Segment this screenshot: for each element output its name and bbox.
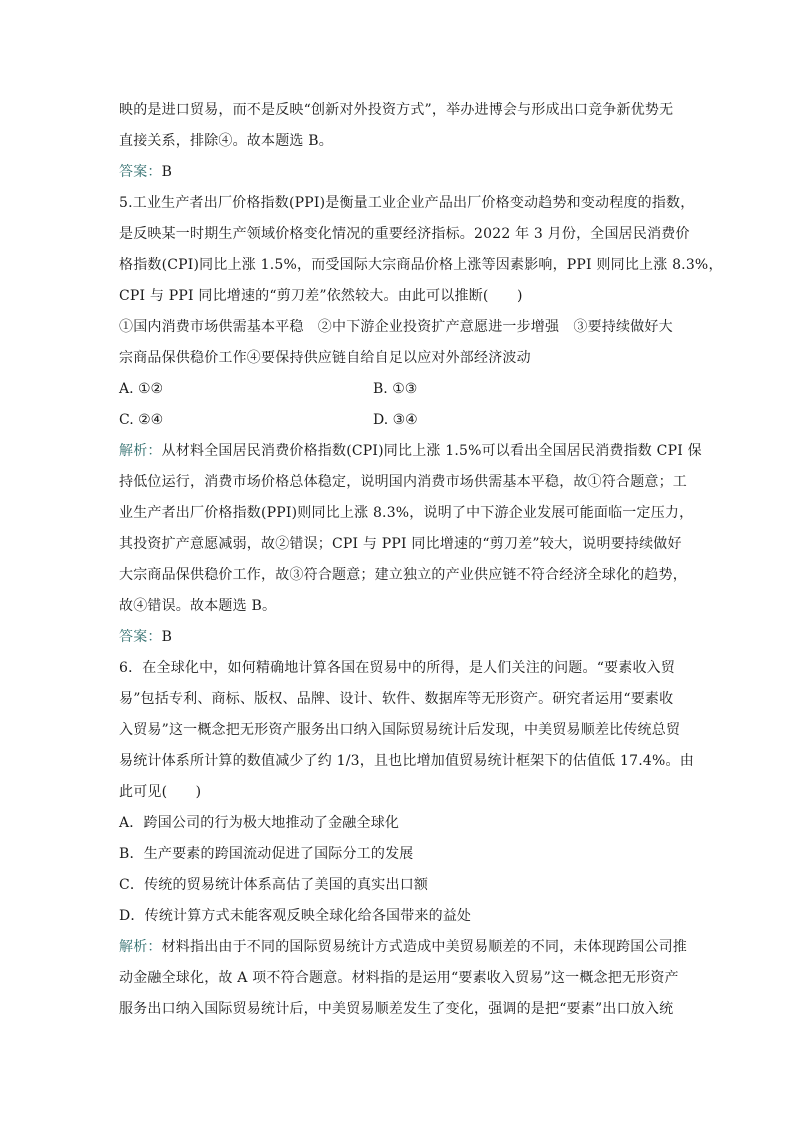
q5-answer (119, 622, 679, 653)
text-line: 服务出口纳入国际贸易统计后，中美贸易顺差发生了变化，强调的是把“要素”出口放入统 (119, 1001, 674, 1017)
text-line: 5.工业生产者出厂价格指数(PPI)是衡量工业企业产品出厂价格变动趋势和变动程度的指数， (119, 195, 695, 211)
text-line: 其投资扩产意愿减弱，故②错误；CPI 与 PPI 同比增速的“剪刀差”较大，说明要持续做好 (119, 536, 682, 552)
text-line: 易统计体系所计算的数值减少了约 1/3，且也比增加值贸易统计框架下的估值低 17.4%。由 (119, 753, 694, 769)
q6-analysis (119, 932, 688, 1025)
answer-label: 答案： (119, 164, 162, 180)
prev-analysis-tail (119, 95, 679, 157)
text-line: 动金融全球化，故 A 项不符合题意。材料指的是运用“要素收入贸易”这一概念把无形资产 (119, 970, 679, 986)
text-line: 是反映某一时期生产领域价格变化情况的重要经济指标。2022 年 3 月份，全国居民消费价 (119, 226, 690, 242)
text-line: 大宗商品保供稳价工作，故③符合题意；建立独立的产业供应链不符合经济全球化的趋势， (119, 567, 687, 583)
q6-option-a: A．跨国公司的行为极大地推动了金融全球化 (119, 815, 400, 831)
text-line: 故④错误。故本题选 B。 (119, 598, 277, 614)
q6-option-d: D．传统计算方式未能客观反映全球化给各国带来的益处 (119, 908, 472, 924)
text-line: CPI 与 PPI 同比增速的“剪刀差”依然较大。由此可以推断( ) (119, 288, 523, 304)
q5-option-d: D. ③④ (373, 412, 418, 428)
q5-options-row (119, 405, 679, 436)
text-line: 6．在全球化中，如何精确地计算各国在贸易中的所得，是人们关注的问题。“要素收入贸 (119, 660, 676, 676)
q5-option-b: B. ①③ (373, 381, 418, 397)
answer-value: B (161, 629, 173, 645)
q5-option-a: A. ①② (119, 381, 164, 397)
q6-stem (119, 653, 694, 808)
q6-options (119, 808, 679, 932)
text-line: 宗商品保供稳价工作④要保持供应链自给自足以应对外部经济波动 (119, 350, 531, 366)
text-line: 易”包括专利、商标、版权、品牌、设计、软件、数据库等无形资产。研究者运用“要素收 (119, 691, 674, 707)
q5-statements (119, 312, 679, 374)
text-line: 入贸易”这一概念把无形资产服务出口纳入国际贸易统计后发现，中美贸易顺差比传统总贸 (119, 722, 681, 738)
text-line (119, 932, 688, 963)
text-line: 此可见( ) (119, 784, 202, 800)
text-line (119, 436, 702, 467)
text-line: 直接关系，排除④。故本题选 B。 (119, 133, 333, 149)
q5-stem (119, 188, 723, 312)
answer-label: 答案： (119, 629, 162, 645)
analysis-label: 解析： (119, 443, 162, 459)
text-line: ①国内消费市场供需基本平稳 ②中下游企业投资扩产意愿进一步增强 ③要持续做好大 (119, 319, 673, 335)
q6-option-c: C．传统的贸易统计体系高估了美国的真实出口额 (119, 877, 429, 893)
analysis-text: 材料指出由于不同的国际贸易统计方式造成中美贸易顺差的不同，未体现跨国公司推 (161, 939, 688, 955)
q5-option-c: C. ②④ (119, 412, 164, 428)
analysis-label: 解析： (119, 939, 162, 955)
text-line: 格指数(CPI)同比上涨 1.5%，而受国际大宗商品价格上涨等因素影响，PPI 则同比上涨 8.3%， (119, 257, 723, 273)
prev-answer (119, 157, 679, 188)
analysis-text: 从材料全国居民消费价格指数(CPI)同比上涨 1.5%可以看出全国居民消费指数 CPI 保 (161, 443, 702, 459)
text-line: 业生产者出厂价格指数(PPI)则同比上涨 8.3%，说明了中下游企业发展可能面临一定压力， (119, 505, 694, 521)
document-page (119, 95, 723, 1025)
q5-options-row (119, 374, 679, 405)
q5-analysis (119, 436, 702, 622)
answer-value: B (161, 164, 173, 180)
text-line: 映的是进口贸易，而不是反映“创新对外投资方式”，举办进博会与形成出口竞争新优势无 (119, 102, 674, 118)
q6-option-b: B．生产要素的跨国流动促进了国际分工的发展 (119, 846, 414, 862)
text-line: 持低位运行，消费市场价格总体稳定，说明国内消费市场供需基本平稳，故①符合题意；工 (119, 474, 687, 490)
